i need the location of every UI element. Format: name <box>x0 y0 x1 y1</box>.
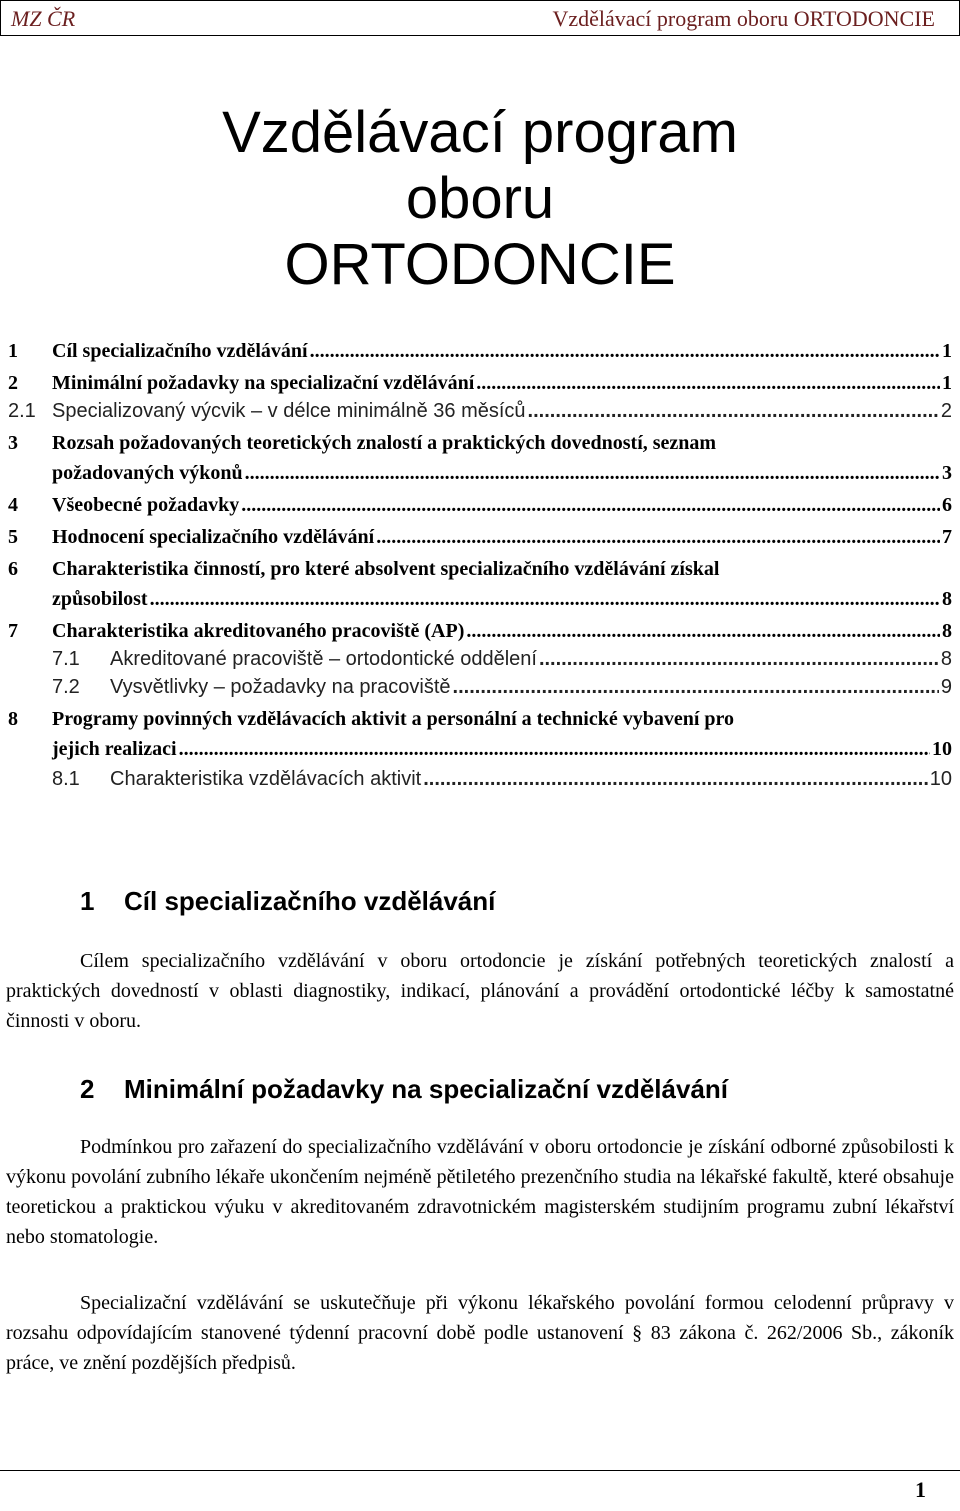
toc-page: 2 <box>940 400 952 422</box>
toc-leader <box>453 676 939 699</box>
section-2-paragraph-1 <box>6 1132 954 1252</box>
toc-text: jejich realizaci <box>52 738 177 760</box>
toc-leader <box>150 588 940 611</box>
toc-text: Charakteristika vzdělávacích aktivit <box>110 768 422 790</box>
section-2-paragraph-2 <box>6 1288 954 1378</box>
toc-text: požadovaných výkonů <box>52 462 243 484</box>
toc-number: 6 <box>8 558 18 580</box>
toc-page: 7 <box>942 526 952 548</box>
toc-text: Programy povinných vzdělávacích aktivit a personální a technické vybavení pro <box>52 708 735 730</box>
title-line-2: oboru <box>405 166 555 231</box>
toc-leader <box>179 738 930 761</box>
toc-number: 5 <box>8 526 18 548</box>
toc-page: 8 <box>942 620 952 642</box>
toc-text: Vysvětlivky – požadavky na pracoviště <box>110 676 451 698</box>
section-2-heading <box>80 1074 728 1105</box>
toc-entry-3[interactable] <box>8 432 952 460</box>
toc-entry-8-cont[interactable] <box>52 738 952 766</box>
toc-entry-7-2[interactable] <box>52 676 952 704</box>
toc-page: 8 <box>942 588 952 610</box>
toc-number: 8.1 <box>52 768 80 790</box>
toc-leader <box>376 526 940 549</box>
toc-page: 1 <box>942 340 952 362</box>
toc-text: Cíl specializačního vzdělávání <box>52 340 308 362</box>
paragraph-text: Podmínkou pro zařazení do specializačního vzdělávání v oboru ortodoncie je získání odborné způsobilosti k výkonu povolání zubního lékaře ukončením nejméně pětiletého prezenčního studia na lékařské fakultě, které obsahuje teoretickou a praktickou výuku v akreditovaném zdravotnickém magisterském studijním programu zubní lékařství nebo stomatologie. <box>6 1136 954 1248</box>
toc-number: 1 <box>8 340 18 362</box>
toc-entry-4[interactable] <box>8 494 952 522</box>
toc-entry-3-cont[interactable] <box>52 462 952 490</box>
toc-text: Minimální požadavky na specializační vzdělávání <box>52 372 475 394</box>
toc-number: 7 <box>8 620 18 642</box>
toc-page: 6 <box>942 494 952 516</box>
toc-number: 7.2 <box>52 676 80 698</box>
toc-leader <box>476 372 940 395</box>
section-title: Minimální požadavky na specializační vzdělávání <box>124 1074 729 1104</box>
toc-leader <box>466 620 940 643</box>
toc-leader <box>528 400 939 423</box>
page-number: 1 <box>915 1477 926 1502</box>
toc-leader <box>310 340 940 363</box>
toc-text: Charakteristika akreditovaného pracoviště (AP) <box>52 620 465 642</box>
toc-text: Rozsah požadovaných teoretických znalostí a praktických dovedností, seznam <box>52 432 717 454</box>
section-1-paragraph <box>6 946 954 1036</box>
toc-number: 4 <box>8 494 18 516</box>
toc-number: 2 <box>8 372 18 394</box>
toc-entry-5[interactable] <box>8 526 952 554</box>
toc-entry-1[interactable] <box>8 340 952 368</box>
toc-text: Akreditované pracoviště – ortodontické oddělení <box>110 648 537 670</box>
document-title <box>0 100 960 298</box>
toc-page: 8 <box>940 648 952 670</box>
toc-text: Všeobecné požadavky <box>52 494 240 516</box>
title-line-3: ORTODONCIE <box>284 232 676 297</box>
toc-number: 8 <box>8 708 18 730</box>
section-title: Cíl specializačního vzdělávání <box>124 886 496 916</box>
page-footer <box>0 1470 960 1511</box>
toc-text: Charakteristika činností, pro které absolvent specializačního vzdělávání získal <box>52 558 720 580</box>
toc-text: Specializovaný výcvik – v délce minimálně 36 měsíců <box>52 400 526 422</box>
toc-leader <box>245 462 940 485</box>
toc-number: 7.1 <box>52 648 80 670</box>
toc-entry-8-1[interactable] <box>52 768 952 796</box>
toc-entry-6[interactable] <box>8 558 952 586</box>
header-program-title: Vzdělávací program oboru ORTODONCIE <box>552 6 935 31</box>
toc-number: 3 <box>8 432 18 454</box>
toc-entry-8[interactable] <box>8 708 952 736</box>
toc-page: 9 <box>940 676 952 698</box>
section-number: 2 <box>80 1074 95 1104</box>
toc-entry-2-1[interactable] <box>8 400 952 428</box>
section-number: 1 <box>80 886 95 916</box>
toc-page: 10 <box>932 738 952 760</box>
toc-text: způsobilost <box>52 588 148 610</box>
toc-page: 10 <box>929 768 952 790</box>
section-1-heading <box>80 886 495 917</box>
toc-entry-7-1[interactable] <box>52 648 952 676</box>
toc-leader <box>241 494 940 517</box>
toc-entry-2[interactable] <box>8 372 952 400</box>
toc-entry-7[interactable] <box>8 620 952 648</box>
toc-entry-6-cont[interactable] <box>52 588 952 616</box>
toc-leader <box>423 768 928 791</box>
toc-number: 2.1 <box>8 400 36 422</box>
toc-page: 1 <box>942 372 952 394</box>
header-ministry: MZ ČR <box>11 6 76 31</box>
title-line-1: Vzdělávací program <box>222 100 738 165</box>
toc-text: Hodnocení specializačního vzdělávání <box>52 526 375 548</box>
page-header <box>0 0 960 36</box>
toc-page: 3 <box>942 462 952 484</box>
paragraph-text: Specializační vzdělávání se uskutečňuje při výkonu lékařského povolání formou celodenní průpravy v rozsahu odpovídajícím stanovené týdenní pracovní době podle ustanovení § 83 zákona č. 262/2006 Sb., zákoník práce, ve znění pozdějších předpisů. <box>6 1292 954 1374</box>
paragraph-text: Cílem specializačního vzdělávání v oboru ortodoncie je získání potřebných teoretických znalostí a praktických dovedností v oblasti diagnostiky, indikací, plánování a provádění ortodontické léčby k samostatné činnosti v oboru. <box>6 950 954 1032</box>
toc-leader <box>539 648 939 671</box>
